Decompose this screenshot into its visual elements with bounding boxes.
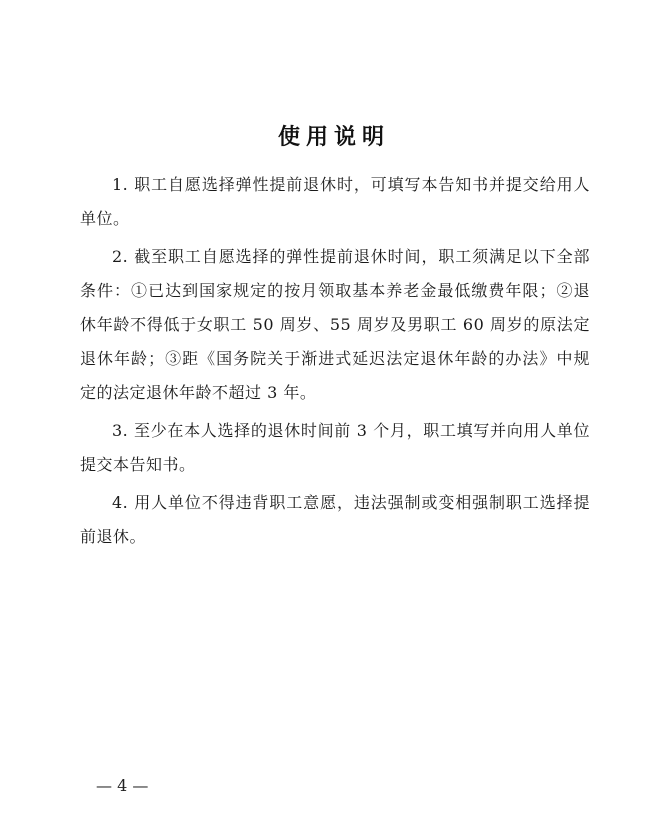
paragraph-2: 2. 截至职工自愿选择的弹性提前退休时间，职工须满足以下全部条件：①已达到国家规定的按月领取基本养老金最低缴费年限；②退休年龄不得低于女职工 50 周岁、55 周岁及男职工 60 周岁的原法定退休年龄；③距《国务院关于渐进式延迟法定退休年龄的办法》中规定的法定退休年龄不超过 3 年。 — [80, 247, 590, 402]
paragraph-3: 3. 至少在本人选择的退休时间前 3 个月，职工填写并向用人单位提交本告知书。 — [80, 421, 590, 474]
paragraph-4: 4. 用人单位不得违背职工意愿，违法强制或变相强制职工选择提前退休。 — [80, 493, 590, 546]
document-body — [80, 168, 590, 558]
page-number: — 4 — — [96, 776, 149, 795]
paragraph-1: 1. 职工自愿选择弹性提前退休时，可填写本告知书并提交给用人单位。 — [80, 175, 590, 228]
page-title: 使用说明 — [277, 125, 390, 150]
